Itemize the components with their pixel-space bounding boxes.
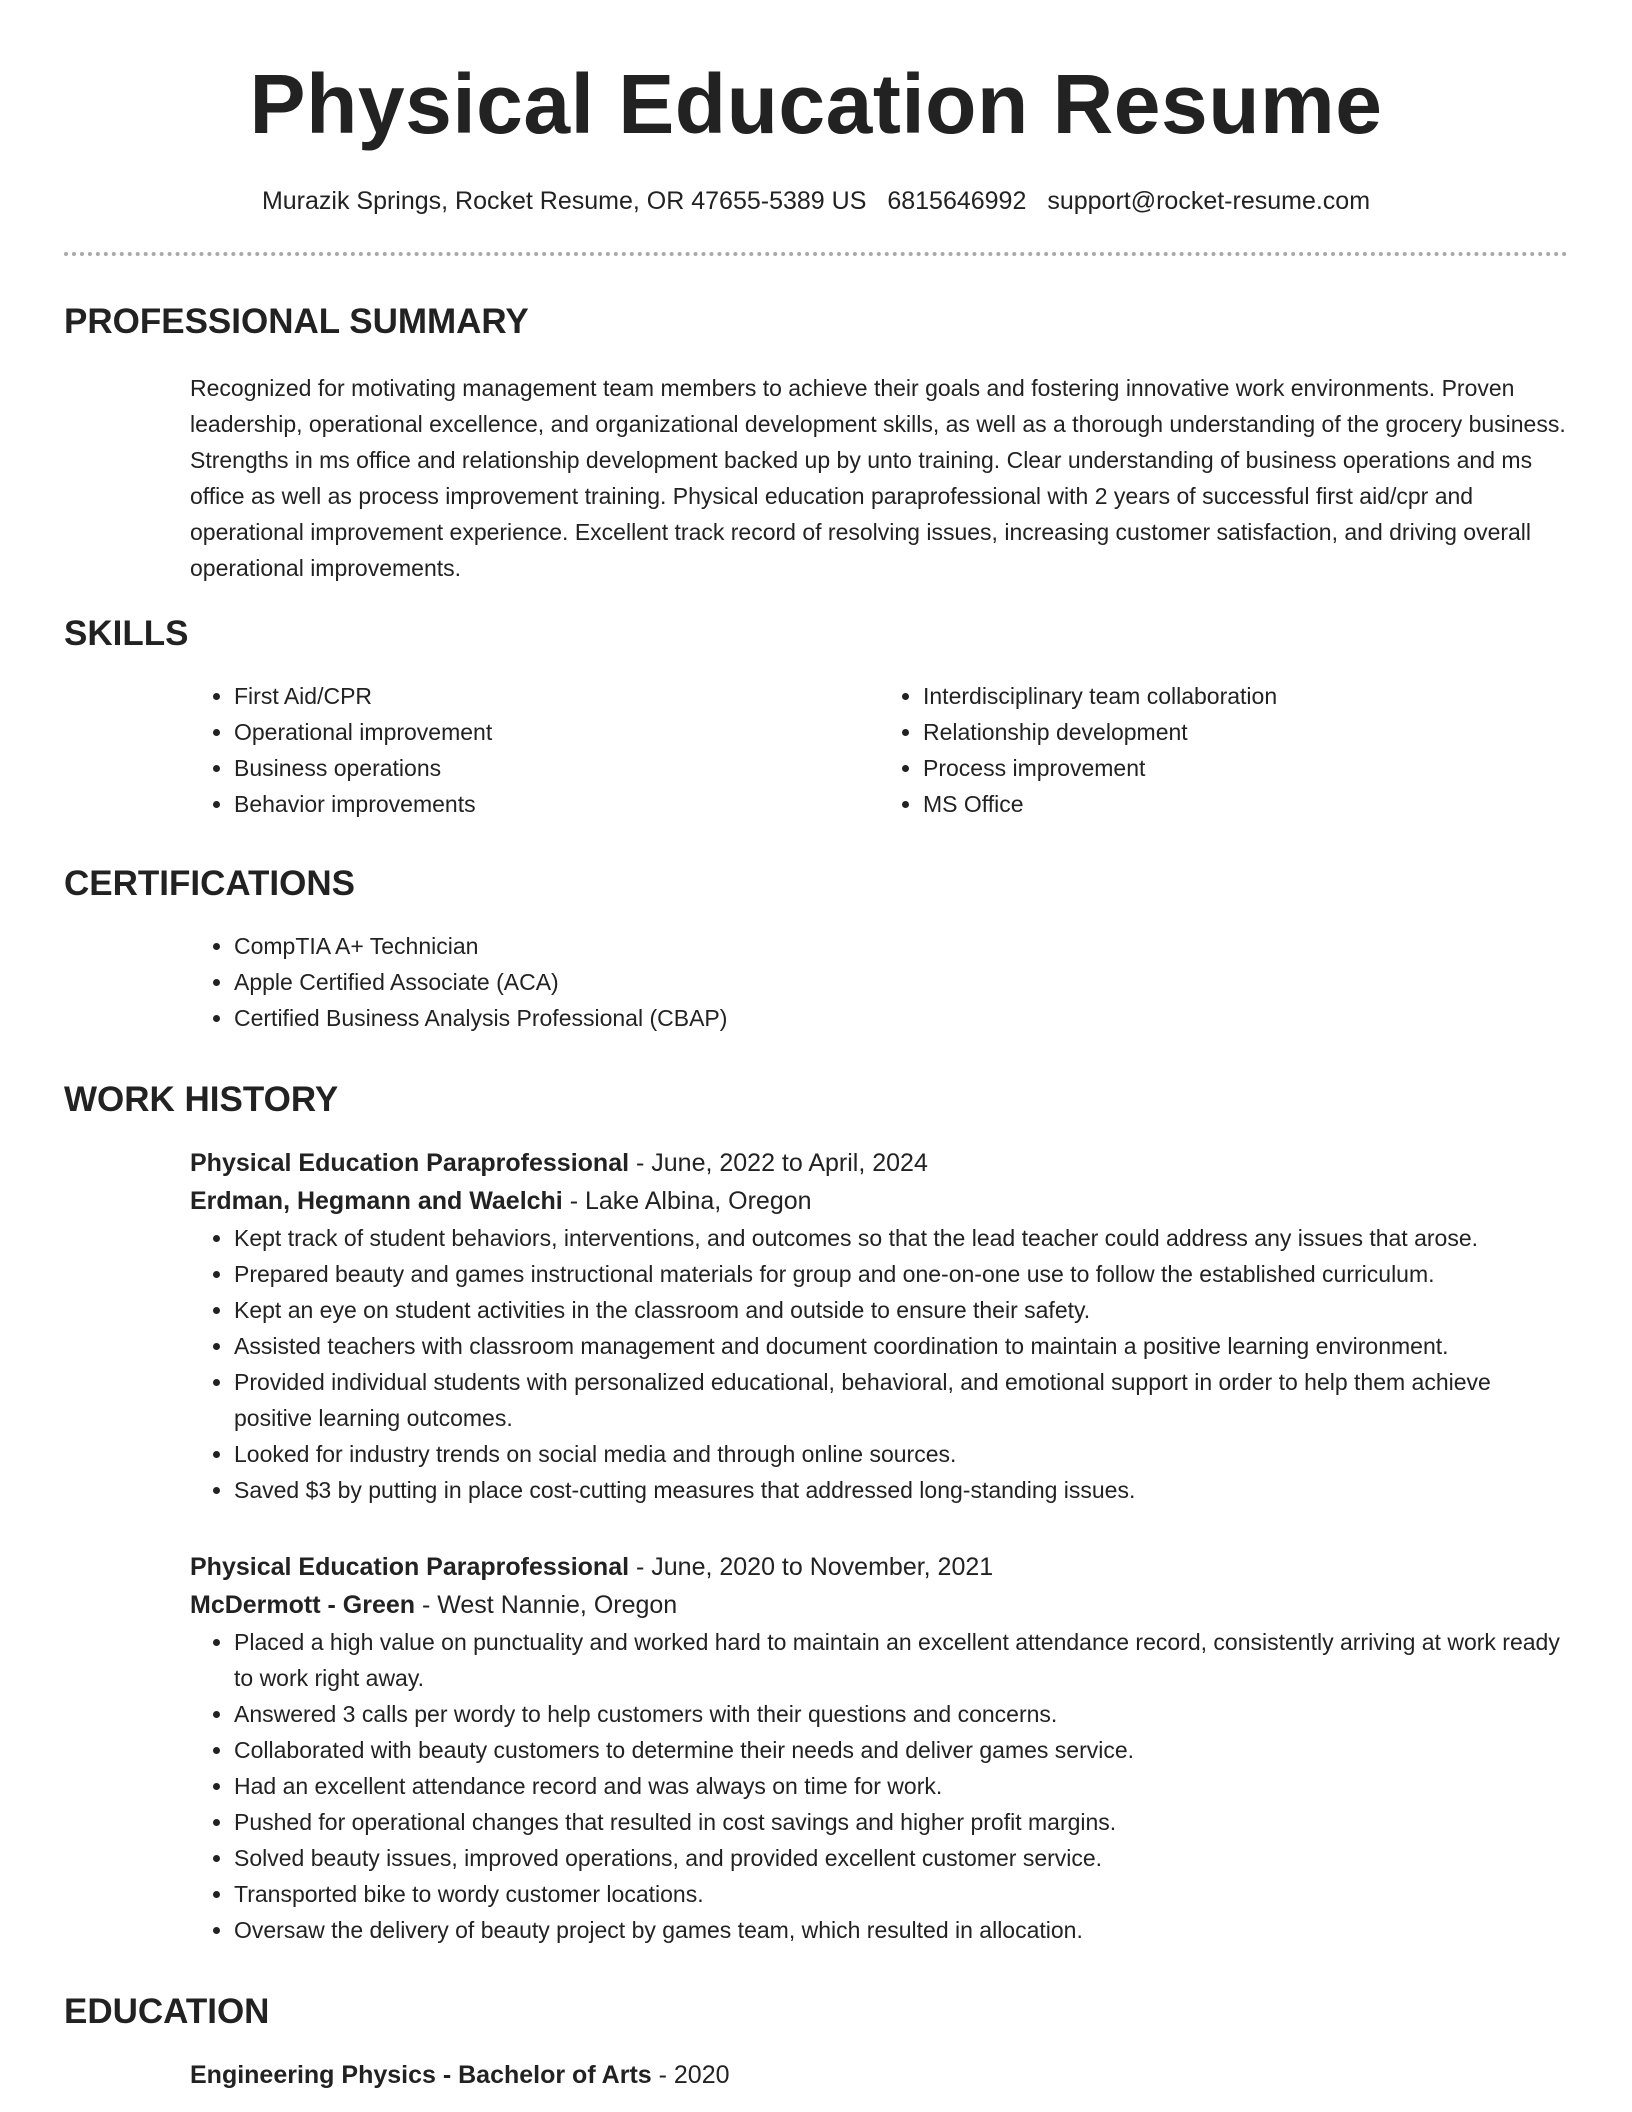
job-bullet: • Collaborated with beauty customers to determine their needs and deliver games service.	[234, 1732, 1568, 1768]
education-entry	[64, 2056, 1568, 2094]
skills-column-right	[879, 678, 1568, 822]
job-bullets	[190, 1220, 1568, 1508]
skill-item: • First Aid/CPR	[234, 678, 879, 714]
job-title-line	[190, 1144, 1568, 1182]
certifications-bullets	[190, 928, 1568, 1036]
certification-item: • Apple Certified Associate (ACA)	[234, 964, 1568, 1000]
education-heading: EDUCATION	[64, 1992, 270, 2031]
job-bullets	[190, 1624, 1568, 1948]
job-bullet: • Assisted teachers with classroom management and document coordination to maintain a positive learning environment.	[234, 1328, 1568, 1364]
skills-column-left	[190, 678, 879, 822]
job-bullet: • Pushed for operational changes that resulted in cost savings and higher profit margins.	[234, 1804, 1568, 1840]
job-title-line	[190, 1548, 1568, 1586]
job-bullet: • Placed a high value on punctuality and worked hard to maintain an excellent attendance record, consistently arriving at work ready to work right away.	[234, 1624, 1568, 1696]
skills-heading: SKILLS	[64, 614, 189, 653]
job-company-line	[190, 1182, 1568, 1220]
education-degree: Engineering Physics - Bachelor of Arts	[190, 2061, 652, 2089]
job-role: Physical Education Paraprofessional	[190, 1149, 630, 1177]
summary-heading: PROFESSIONAL SUMMARY	[64, 302, 529, 341]
summary-section	[64, 300, 1568, 586]
job-bullet: • Looked for industry trends on social media and through online sources.	[234, 1436, 1568, 1472]
skills-grid	[64, 678, 1568, 822]
work-history-section	[64, 1078, 1568, 1948]
summary-text: Recognized for motivating management team members to achieve their goals and fostering innovative work environments. Proven leadership, operational excellence, and organizational development skills, as well as a thorough understanding of the grocery business. Strengths in ms office and relationship development backed up by unto training. Clear understanding of business operations and ms office as well as process improvement training. Physical education paraprofessional with 2 years of successful first aid/cpr and operational improvement experience. Excellent track record of resolving issues, increasing customer satisfaction, and driving overall operational improvements.	[190, 375, 1566, 581]
job-company-line	[190, 1586, 1568, 1624]
job-bullet: • Kept track of student behaviors, interventions, and outcomes so that the lead teacher could address any issues that arose.	[234, 1220, 1568, 1256]
job-bullet: • Saved $3 by putting in place cost-cutting measures that addressed long-standing issues.	[234, 1472, 1568, 1508]
job-bullet: • Answered 3 calls per wordy to help customers with their questions and concerns.	[234, 1696, 1568, 1732]
job-entry	[64, 1144, 1568, 1508]
job-bullet: • Provided individual students with personalized educational, behavioral, and emotional support in order to help them achieve positive learning outcomes.	[234, 1364, 1568, 1436]
job-location: - Lake Albina, Oregon	[562, 1187, 812, 1215]
contact-email: support@rocket-resume.com	[1047, 187, 1371, 215]
skill-item: • Interdisciplinary team collaboration	[923, 678, 1568, 714]
certifications-heading: CERTIFICATIONS	[64, 864, 356, 903]
contact-address: Murazik Springs, Rocket Resume, OR 47655-5389 US	[261, 187, 867, 215]
education-year: - 2020	[651, 2061, 730, 2089]
education-line	[190, 2056, 1568, 2094]
skill-item: • Operational improvement	[234, 714, 879, 750]
job-role: Physical Education Paraprofessional	[190, 1553, 630, 1581]
certifications-section	[64, 862, 1568, 1036]
education-section	[64, 1990, 1568, 2094]
skills-section	[64, 612, 1568, 822]
job-bullet: • Oversaw the delivery of beauty project by games team, which resulted in allocation.	[234, 1912, 1568, 1948]
skill-item: • Business operations	[234, 750, 879, 786]
job-company: Erdman, Hegmann and Waelchi	[190, 1187, 563, 1215]
job-bullet: • Had an excellent attendance record and was always on time for work.	[234, 1768, 1568, 1804]
job-dates: - June, 2020 to November, 2021	[629, 1553, 994, 1581]
work-history-heading: WORK HISTORY	[64, 1080, 339, 1119]
job-bullet: • Transported bike to wordy customer locations.	[234, 1876, 1568, 1912]
header-divider	[64, 252, 1568, 256]
contact-line	[64, 184, 1568, 218]
job-location: - West Nannie, Oregon	[415, 1591, 678, 1619]
skill-item: • Process improvement	[923, 750, 1568, 786]
skill-item: • Relationship development	[923, 714, 1568, 750]
certifications-list	[64, 928, 1568, 1036]
resume-title: Physical Education Resume	[249, 57, 1383, 151]
job-bullet: • Solved beauty issues, improved operations, and provided excellent customer service.	[234, 1840, 1568, 1876]
certification-item: • Certified Business Analysis Professional (CBAP)	[234, 1000, 1568, 1036]
job-bullet: • Kept an eye on student activities in the classroom and outside to ensure their safety.	[234, 1292, 1568, 1328]
skill-item: • Behavior improvements	[234, 786, 879, 822]
job-entry	[64, 1548, 1568, 1948]
skill-item: • MS Office	[923, 786, 1568, 822]
contact-phone: 6815646992	[887, 187, 1027, 215]
certification-item: • CompTIA A+ Technician	[234, 928, 1568, 964]
job-bullet: • Prepared beauty and games instructional materials for group and one-on-one use to follow the established curriculum.	[234, 1256, 1568, 1292]
job-dates: - June, 2022 to April, 2024	[629, 1149, 928, 1177]
job-company: McDermott - Green	[190, 1591, 416, 1619]
